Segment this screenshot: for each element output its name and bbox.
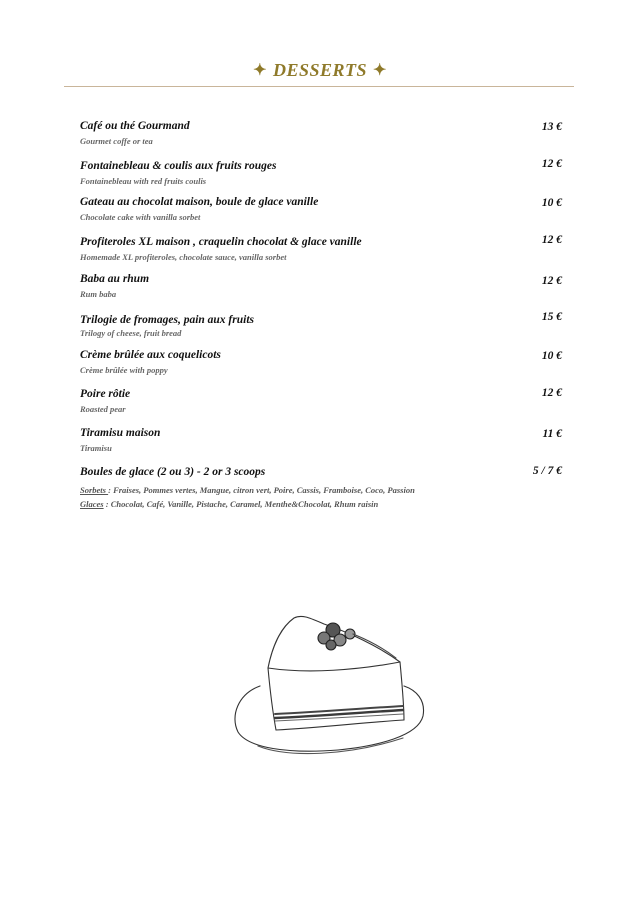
item-description: Gourmet coffe or tea (80, 136, 153, 146)
item-description: Trilogy of cheese, fruit bread (80, 328, 182, 338)
glaces-label: Glaces (80, 499, 104, 509)
item-name: Poire rôtie (80, 388, 131, 400)
glaces-list: : Chocolat, Café, Vanille, Pistache, Caramel, Menthe&Chocolat, Rhum raisin (103, 499, 379, 509)
item-name: Tiramisu maison (80, 427, 161, 439)
item-price: 12 € (541, 275, 562, 287)
item-description: Tiramisu (80, 443, 112, 453)
item-description: Crème brûlée with poppy (80, 365, 168, 375)
sorbets-label: Sorbets (80, 485, 109, 495)
item-price: 10 € (541, 197, 562, 209)
item-name: Boules de glace (2 ou 3) - 2 or 3 scoops (80, 466, 266, 478)
menu-item (80, 273, 562, 299)
item-name: Fontainebleau & coulis aux fruits rouges (80, 160, 277, 172)
sorbets-list: : Fraises, Pommes vertes, Mangue, citron vert, Poire, Cassis, Framboise, Coco, Passion (108, 485, 415, 495)
item-name: Trilogie de fromages, pain aux fruits (80, 314, 254, 326)
menu-item (80, 388, 562, 414)
item-price: 15 € (541, 311, 562, 323)
title-divider (64, 86, 574, 87)
item-name: Baba au rhum (80, 273, 150, 285)
glace-flavors (80, 499, 378, 509)
item-price: 12 € (541, 158, 562, 170)
menu-item (80, 349, 562, 375)
menu-item (80, 466, 562, 478)
item-price: 12 € (541, 234, 562, 246)
item-name: Profiteroles XL maison , craquelin chocolat & glace vanille (80, 236, 362, 248)
menu-item (80, 196, 562, 222)
item-description: Roasted pear (80, 404, 126, 414)
item-name: Gateau au chocolat maison, boule de glace vanille (80, 196, 319, 208)
menu-item (80, 311, 562, 338)
item-price: 11 € (542, 428, 562, 440)
menu-item (80, 236, 562, 262)
menu-item (80, 427, 562, 453)
item-price: 10 € (541, 350, 562, 362)
ornament-star-icon: ✦ (373, 62, 387, 79)
menu-item (80, 160, 562, 186)
item-price: 12 € (541, 387, 562, 399)
item-name: Crème brûlée aux coquelicots (80, 349, 221, 361)
item-description: Fontainebleau with red fruits coulis (80, 176, 207, 186)
item-name: Café ou thé Gourmand (80, 120, 190, 132)
sorbet-flavors (80, 485, 415, 495)
cake-slice-illustration (228, 608, 428, 768)
menu-item (80, 120, 562, 146)
item-description: Chocolate cake with vanilla sorbet (80, 212, 201, 222)
ornament-star-icon: ✦ (253, 62, 267, 79)
item-price: 5 / 7 € (532, 465, 562, 477)
item-price: 13 € (541, 121, 562, 133)
title-text: DESSERTS (272, 60, 368, 80)
page-title (0, 60, 640, 81)
item-description: Homemade XL profiteroles, chocolate sauce, vanilla sorbet (80, 252, 287, 262)
item-description: Rum baba (80, 289, 117, 299)
